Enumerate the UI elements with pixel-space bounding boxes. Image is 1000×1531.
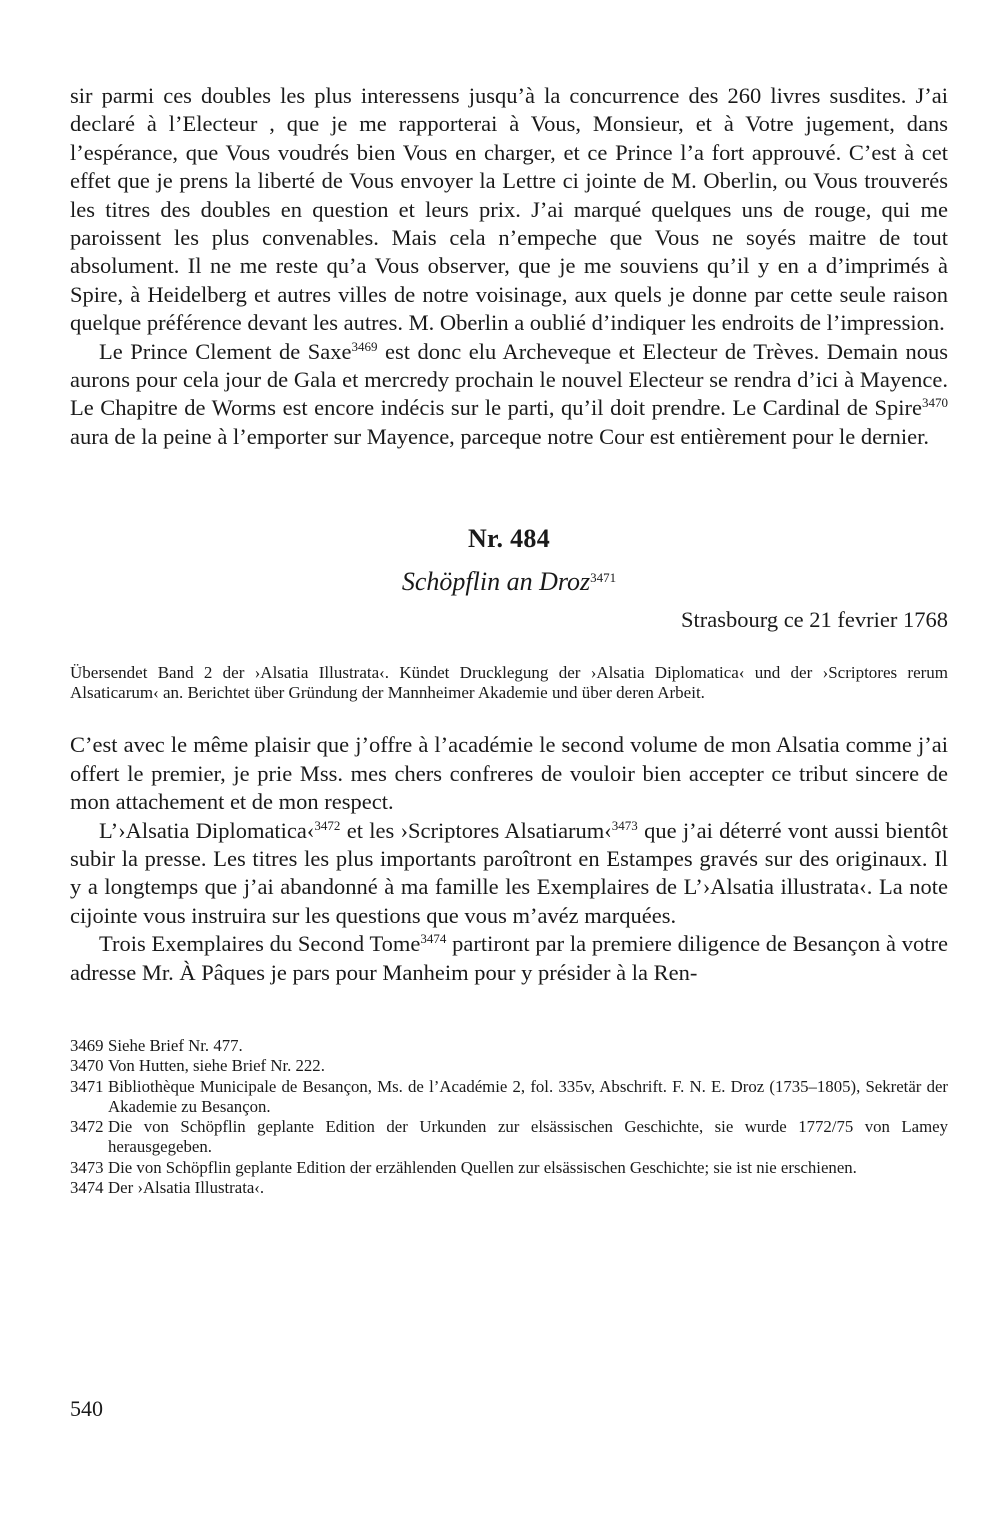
footnote (70, 1077, 948, 1118)
text-segment: L’›Alsatia Diplomatica‹ (99, 817, 315, 843)
letter-title (70, 563, 948, 601)
paragraph-trier-election (70, 338, 948, 452)
footnote-number: 3470 (70, 1056, 104, 1076)
page-number: 540 (70, 1396, 103, 1421)
footnote-ref: 3471 (590, 570, 617, 586)
footnote-ref: 3470 (922, 395, 948, 411)
footnote (70, 1056, 948, 1076)
footnote (70, 1036, 948, 1056)
text-segment: Le Prince Clement de Saxe (99, 338, 352, 364)
footnote (70, 1158, 948, 1178)
text-segment: Trois Exemplaires du Second Tome (99, 931, 421, 957)
text-segment: aura de la peine à l’emporter sur Mayence, parceque notre Cour est entièrement pour le dernier. (70, 423, 929, 449)
footnote-ref: 3472 (314, 817, 341, 833)
footnote-text: Siehe Brief Nr. 477. (108, 1035, 243, 1055)
footnote-ref: 3473 (611, 817, 638, 833)
footnote (70, 1178, 948, 1198)
letter-body (70, 731, 948, 987)
text-segment: partiront par la premiere diligence de Besançon à votre adresse Mr. À Pâques je pars pour Manheim pour y présider à la Ren- (70, 931, 948, 985)
footnote-text: Die von Schöpflin geplante Edition der erzählenden Quellen zur elsässischen Geschichte; sie ist nie erschienen. (108, 1157, 857, 1177)
body-paragraph-3 (70, 930, 948, 987)
text-segment: que j’ai déterré vont aussi bientôt subir la presse. Les titres les plus importants paroîtront en Estampes gravés sur des originaux. Il y a longtemps que j’ai abandonné à ma famille les Exemplaires de L’›Alsatia illustrata‹. La note cijointe vous instruira sur les questions que vous m’avéz marquées. (70, 817, 949, 928)
main-text (70, 82, 948, 451)
footnote (70, 1117, 948, 1158)
footnote-text: Die von Schöpflin geplante Edition der Urkunden zur elsässischen Geschichte, sie wurde 1772/75 von Lamey herausgegeben. (108, 1117, 948, 1157)
place-date: Strasbourg ce 21 fevrier 1768 (680, 607, 948, 633)
letter-header (70, 521, 948, 601)
page (70, 82, 948, 1198)
footnote-number: 3469 (70, 1035, 104, 1055)
footnote-text: Bibliothèque Municipale de Besançon, Ms. de l’Académie 2, fol. 335v, Abschrift. F. N. E. Droz (1735–1805), Sekretär der Akademie zu Besançon. (108, 1076, 948, 1116)
letter-number: Nr. 484 (467, 524, 551, 554)
footnote-ref: 3474 (420, 931, 447, 947)
footnote-number: 3473 (70, 1157, 104, 1177)
letter-title-text: Schöpflin an Droz (401, 567, 591, 597)
letter-summary: Übersendet Band 2 der ›Alsatia Illustrata‹. Kündet Drucklegung der ›Alsatia Diplomatica‹ und der ›Scriptores rerum Alsaticarum‹ an. Berichtet über Gründung der Mannheimer Akademie und über deren Arbeit. (70, 663, 948, 702)
footnote-number: 3474 (70, 1178, 104, 1198)
footnotes (70, 1036, 948, 1198)
footnote-number: 3471 (70, 1076, 104, 1096)
text-segment: et les ›Scriptores Alsatiarum‹ (340, 817, 612, 843)
footnote-text: Von Hutten, siehe Brief Nr. 222. (108, 1056, 325, 1076)
footnote-text: Der ›Alsatia Illustrata‹. (108, 1178, 265, 1198)
continuation-paragraph: sir parmi ces doubles les plus interessens jusqu’à la concurrence des 260 livres susdites. J’ai declaré à l’Electeur , que je me rapporterai à Vous, Monsieur, et à Votre jugement, dans l’espérance, que Vous voudrés bien Vous en charger, et ce Prince l’a fort approuvé. C’est à cet effet que je prens la liberté de Vous envoyer la Lettre ci jointe de M. Oberlin, ou Vous trouverés les titres des doubles en question et leurs prix. J’ai marqué quelques uns de rouge, qui me paroissent les plus convenables. Mais cela n’empeche que Vous ne soyés maitre de tout absolument. Il ne me reste qu’a Vous observer, que je me souviens qu’il y en a d’imprimés à Spire, à Heidelberg et autres villes de notre voisinage, aux quels je donne par cette seule raison quelque préférence devant les autres. M. Oberlin a oublié d’indiquer les endroits de l’impression. (70, 83, 948, 336)
footnote-number: 3472 (70, 1117, 104, 1137)
footnote-ref: 3469 (351, 338, 378, 354)
body-paragraph-2 (70, 817, 948, 931)
text-segment: est donc elu Archeveque et Electeur de Trèves. Demain nous aurons pour cela jour de Gala et mercredy prochain le nouvel Electeur se rendra d’ici à Mayence. Le Chapitre de Worms est encore indécis sur le parti, qu’il doit prendre. Le Cardinal de Spire (70, 338, 948, 421)
body-paragraph-1: C’est avec le même plaisir que j’offre à l’académie le second volume de mon Alsatia comme j’ai offert le premier, je prie Mss. mes chers confreres de vouloir bien accepter ce tribut sincere de mon attachement et de mon respect. (70, 732, 948, 815)
